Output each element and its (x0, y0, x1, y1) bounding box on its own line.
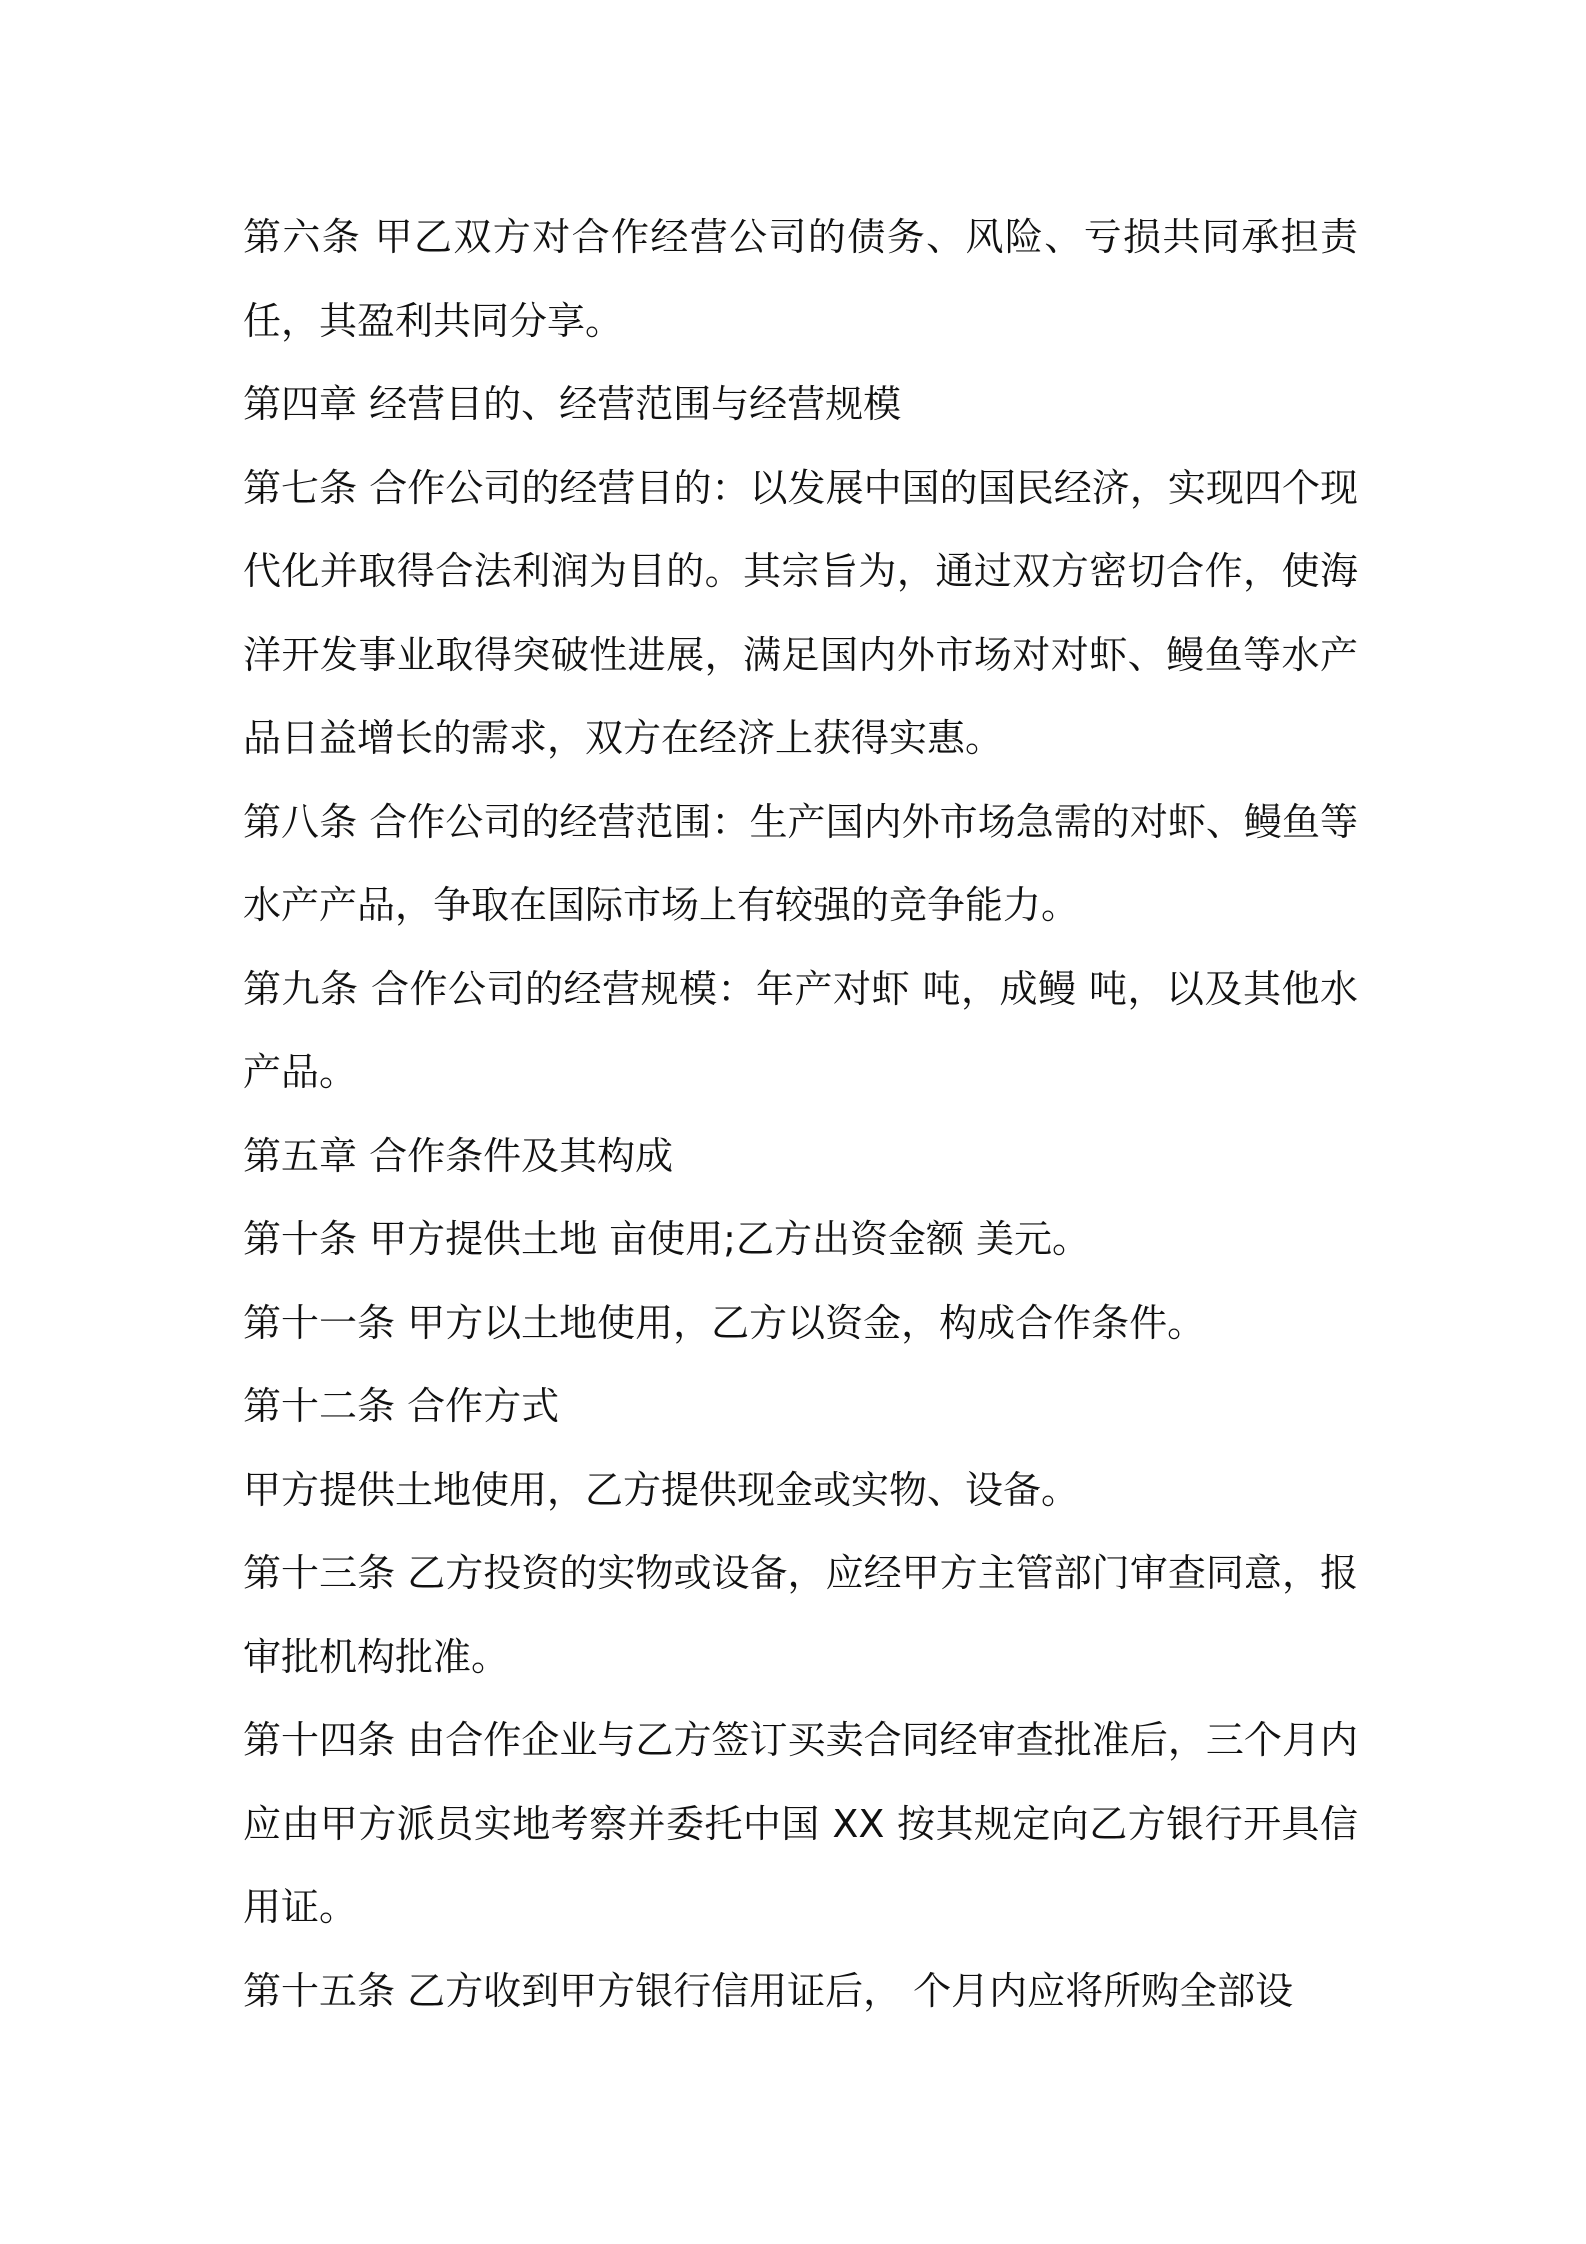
article-13: 第十三条 乙方投资的实物或设备，应经甲方主管部门审查同意，报审批机构批准。 (243, 1551, 1358, 1679)
article-7: 第七条 合作公司的经营目的：以发展中国的国民经济，实现四个现代化并取得合法利润为目的。其宗旨为，通过双方密切合作，使海洋开发事业取得突破性进展，满足国内外市场对对虾、鳗鱼等水产品日益增长的需求，双方在经济上获得实惠。 (243, 465, 1358, 760)
article-10: 第十条 甲方提供土地 亩使用;乙方出资金额 美元。 (243, 1217, 1091, 1261)
article-14: 第十四条 由合作企业与乙方签订买卖合同经审查批准后，三个月内应由甲方派员实地考察并委托中国 XX 按其规定向乙方银行开具信用证。 (243, 1718, 1358, 1929)
article-12-body: 甲方提供土地使用，乙方提供现金或实物、设备。 (243, 1467, 1080, 1512)
article-8: 第八条 合作公司的经营范围：生产国内外市场急需的对虾、鳗鱼等水产产品，争取在国际市场上有较强的竞争能力。 (243, 799, 1358, 927)
article-11: 第十一条 甲方以土地使用，乙方以资金，构成合作条件。 (243, 1300, 1206, 1345)
chapter-5-heading: 第五章 合作条件及其构成 (243, 1133, 674, 1178)
article-9: 第九条 合作公司的经营规模：年产对虾 吨，成鳗 吨，以及其他水产品。 (243, 966, 1358, 1094)
chapter-4-heading: 第四章 经营目的、经营范围与经营规模 (243, 382, 902, 426)
article-15: 第十五条 乙方收到甲方银行信用证后， 个月内应将所购全部设 (243, 1968, 1294, 2013)
document-body (243, 196, 1358, 2033)
article-6: 第六条 甲乙双方对合作经营公司的债务、风险、亏损共同承担责任，其盈利共同分享。 (243, 215, 1358, 343)
article-12: 第十二条 合作方式 (243, 1384, 560, 1428)
